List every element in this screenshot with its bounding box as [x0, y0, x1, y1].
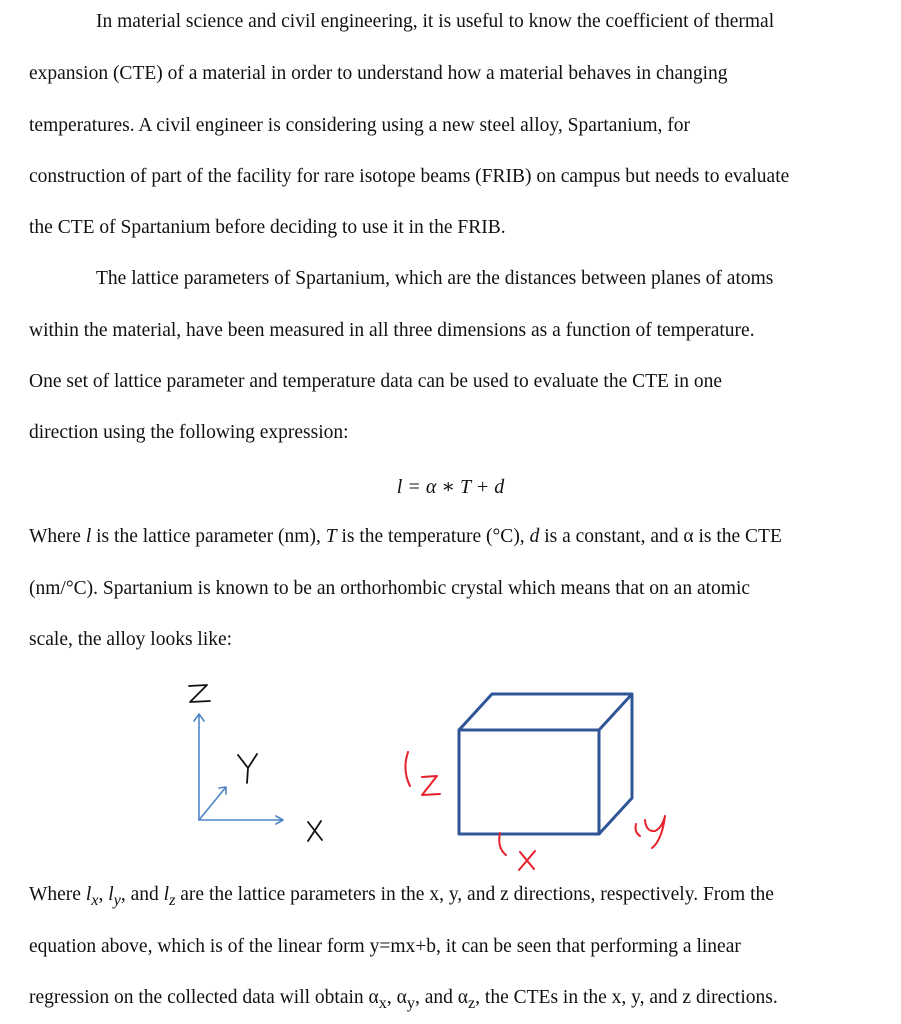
- symbol-lx: l: [85, 884, 92, 905]
- label-ly: [636, 816, 666, 848]
- p3-text-c: is the temperature (°C),: [336, 526, 530, 547]
- lattice-labels: [405, 752, 665, 870]
- orthorhombic-diagram: [0, 670, 901, 880]
- p4-line-3: [29, 985, 897, 1016]
- p2-line-4: direction using the following expression:: [29, 422, 349, 443]
- label-lz: [405, 752, 440, 795]
- p4-sep-1: ,: [98, 884, 109, 905]
- p2-line-1: The lattice parameters of Spartanium, which are the distances between planes of atoms: [96, 268, 774, 289]
- box-side-face: [599, 694, 632, 834]
- p3-text-e: is a constant, and α is the CTE: [539, 526, 782, 547]
- symbol-lx-sub: x: [91, 890, 99, 909]
- p4-text-f: , the CTEs in the x, y, and z directions.: [475, 987, 778, 1008]
- symbol-d: d: [529, 526, 540, 547]
- p2-line-3: One set of lattice parameter and temperature data can be used to evaluate the CTE in one: [29, 371, 723, 392]
- p4-text-e: , and α: [414, 987, 468, 1008]
- box-top-face: [459, 694, 632, 730]
- p1-line-1: In material science and civil engineering, it is useful to know the coefficient of thermal: [96, 11, 775, 32]
- symbol-T: T: [325, 526, 337, 547]
- y-axis-arrow: [199, 787, 226, 820]
- p4-line-1: [29, 882, 897, 913]
- symbol-ly-sub: y: [113, 890, 121, 909]
- symbol-lz: l: [163, 884, 170, 905]
- axis-x-letter: [308, 821, 322, 841]
- p1-line-3: temperatures. A civil engineer is considering using a new steel alloy, Spartanium, for: [29, 115, 691, 136]
- label-lx: [499, 833, 535, 870]
- axis-y-letter: [238, 754, 257, 783]
- x-axis-arrow: [199, 816, 283, 824]
- axes: [194, 714, 283, 824]
- p3-text-b: is the lattice parameter (nm),: [91, 526, 326, 547]
- box-front-face: [459, 730, 599, 834]
- p4-text-a: Where: [29, 884, 86, 905]
- p1-line-4: construction of part of the facility for rare isotope beams (FRIB) on campus but needs to evaluate: [29, 166, 790, 187]
- symbol-l: l: [85, 526, 92, 547]
- p3-line-3: scale, the alloy looks like:: [29, 629, 233, 650]
- p3-line-1: [29, 524, 897, 550]
- axis-letters: [189, 685, 322, 841]
- p2-line-2: within the material, have been measured in all three dimensions as a function of temperature.: [29, 320, 755, 341]
- p4-line-2: equation above, which is of the linear form y=mx+b, it can be seen that performing a linear: [29, 936, 741, 957]
- p1-line-5: the CTE of Spartanium before deciding to use it in the FRIB.: [29, 217, 506, 238]
- p4-text-b: are the lattice parameters in the x, y, and z directions, respectively. From the: [175, 884, 774, 905]
- alpha-y-sub: y: [406, 993, 415, 1012]
- p4-sep-2: , and: [120, 884, 164, 905]
- alpha-x-sub: x: [378, 993, 387, 1012]
- p3-line-2: (nm/°C). Spartanium is known to be an orthorhombic crystal which means that on an atomic: [29, 578, 751, 599]
- p1-line-2: expansion (CTE) of a material in order to understand how a material behaves in changing: [29, 63, 728, 84]
- alpha-z-sub: z: [467, 993, 476, 1012]
- crystal-box: [459, 694, 632, 834]
- z-axis-arrow: [194, 714, 204, 820]
- symbol-ly: l: [108, 884, 114, 905]
- symbol-lz-sub: z: [169, 890, 176, 909]
- p4-text-c: regression on the collected data will obtain α: [29, 987, 379, 1008]
- axis-z-letter: [189, 685, 210, 702]
- p4-text-d: , α: [386, 987, 407, 1008]
- cte-formula: l = α ∗ T + d: [396, 476, 505, 498]
- p3-text-a: Where: [29, 526, 86, 547]
